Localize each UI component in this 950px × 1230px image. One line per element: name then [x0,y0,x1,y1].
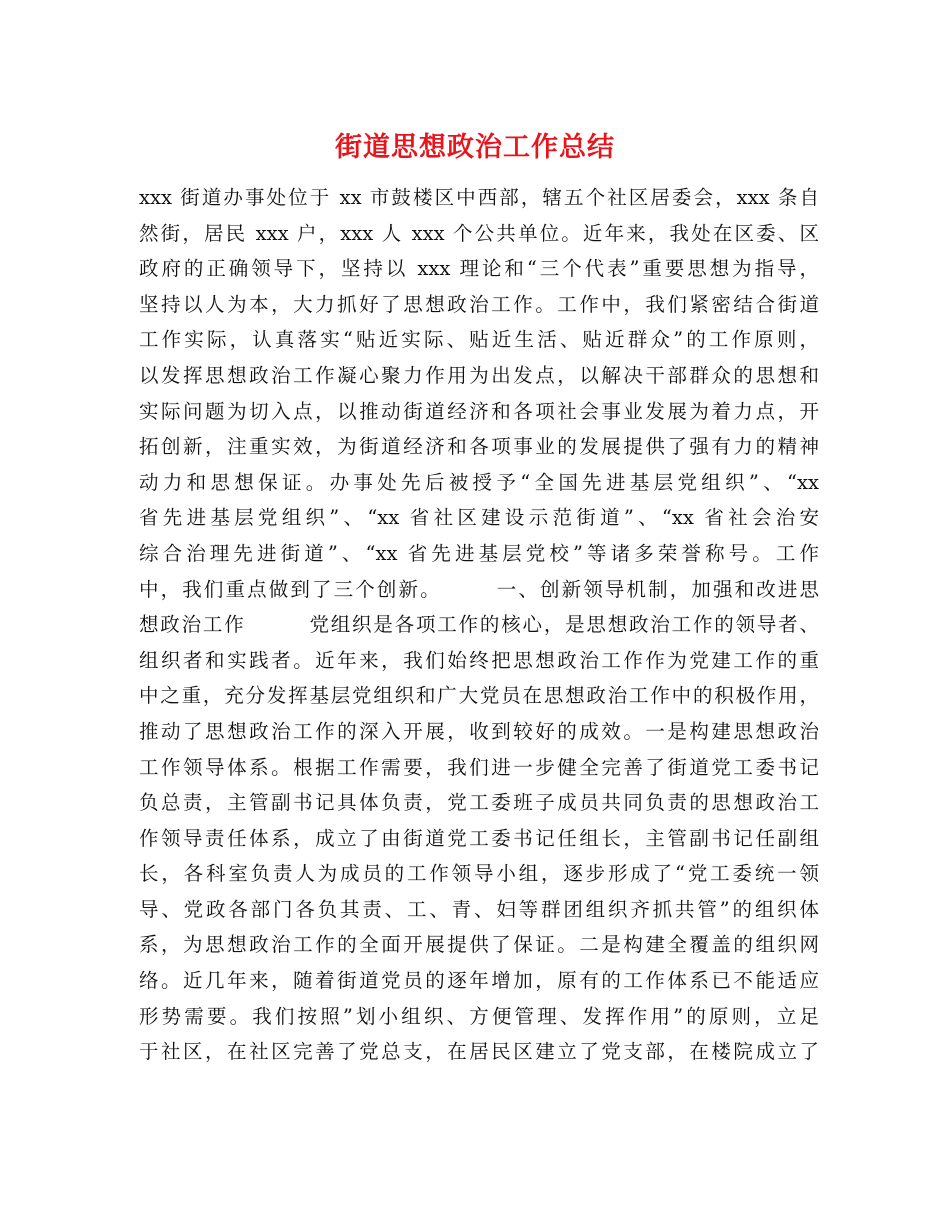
body-line: 综合治理先进街道”、“xx 省先进基层党校”等诸多荣誉称号。工作 [139,541,819,565]
body-line: 动力和思想保证。办事处先后被授予“全国先进基层党组织”、“xx [139,470,819,494]
body-line: 长，各科室负责人为成员的工作领导小组，逐步形成了“党工委统一领 [139,862,819,886]
body-line: 实际问题为切入点，以推动街道经济和各项社会事业发展为着力点，开 [139,399,819,423]
body-line: 工作领导体系。根据工作需要，我们进一步健全完善了街道党工委书记 [139,755,819,779]
document-title: 街道思想政治工作总结 [335,132,615,163]
body-line: 中，我们重点做到了三个创新。 一、创新领导机制，加强和改进思 [139,577,819,601]
body-line: 工作实际，认真落实“贴近实际、贴近生活、贴近群众”的工作原则， [139,328,819,352]
body-line: 政府的正确领导下，坚持以 xxx 理论和“三个代表”重要思想为指导， [139,257,819,281]
body-line: 络。近几年来，随着街道党员的逐年增加，原有的工作体系已不能适应 [139,969,819,993]
body-line: 拓创新，注重实效，为街道经济和各项事业的发展提供了强有力的精神 [139,435,819,459]
body-line: 作领导责任体系，成立了由街道党工委书记任组长，主管副书记任副组 [139,826,819,850]
body-line: 想政治工作 党组织是各项工作的核心，是思想政治工作的领导者、 [139,613,819,637]
body-line: 导、党政各部门各负其责、工、青、妇等群团组织齐抓共管”的组织体 [139,897,819,921]
document-body [139,180,819,1070]
body-line: 于社区，在社区完善了党总支，在居民区建立了党支部，在楼院成立了 [139,1040,819,1064]
body-line: 坚持以人为本，大力抓好了思想政治工作。工作中，我们紧密结合街道 [139,292,819,316]
body-line: 推动了思想政治工作的深入开展，收到较好的成效。一是构建思想政治 [139,719,819,743]
body-line: 中之重，充分发挥基层党组织和广大党员在思想政治工作中的积极作用， [139,684,819,708]
body-line: 然街，居民 xxx 户，xxx 人 xxx 个公共单位。近年来，我处在区委、区 [139,221,819,245]
body-line: 形势需要。我们按照”划小组织、方便管理、发挥作用”的原则，立足 [139,1004,819,1028]
body-line: xxx 街道办事处位于 xx 市鼓楼区中西部，辖五个社区居委会，xxx 条自 [139,186,819,209]
body-line: 系，为思想政治工作的全面开展提供了保证。二是构建全覆盖的组织网 [139,933,819,957]
body-line: 以发挥思想政治工作凝心聚力作用为出发点，以解决干部群众的思想和 [139,363,819,387]
body-line: 省先进基层党组织”、“xx 省社区建设示范街道”、“xx 省社会治安 [139,506,819,530]
body-line: 负总责，主管副书记具体负责，党工委班子成员共同负责的思想政治工 [139,791,819,815]
body-line: 组织者和实践者。近年来，我们始终把思想政治工作作为党建工作的重 [139,648,819,672]
